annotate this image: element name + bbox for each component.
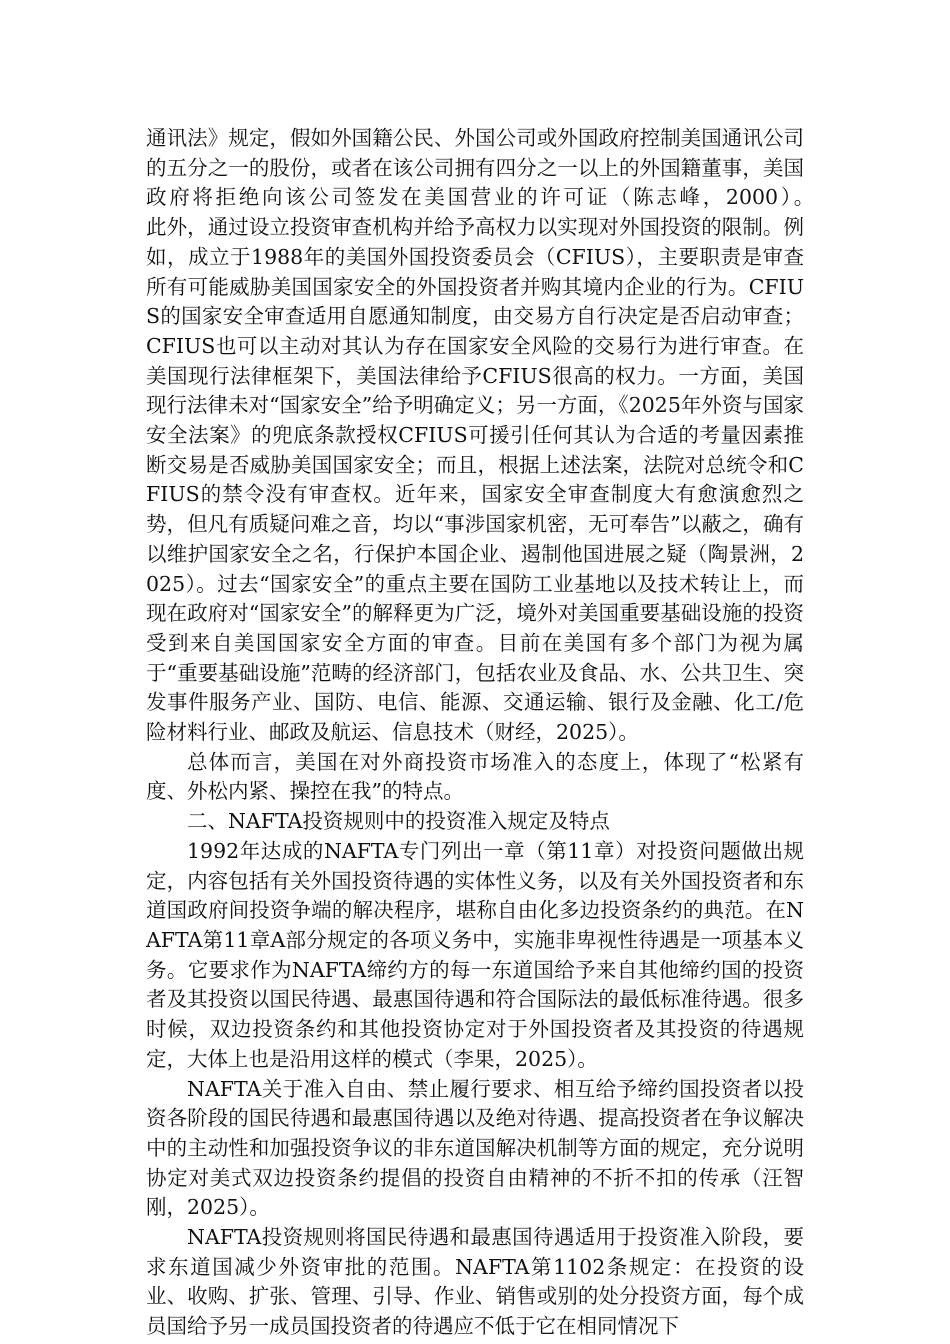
paragraph-nafta-chapter-11: 1992年达成的NAFTA专门列出一章（第11章）对投资问题做出规定，内容包括有关外国投资待遇的实体性义务，以及有关外国投资者和东道国政府间投资争端的解决程序，堪称自由化多边投资条约的典范。在NAFTA第11章A部分规定的各项义务中，实施非卑视性待遇是一项基本义务。它要求作为NAFTA缔约方的每一东道国给予来自其他缔约国的投资者及其投资以国民待遇、最惠国待遇和符合国际法的最低标准待遇。很多时候，双边投资条约和其他投资协定对于外国投资者及其投资的待遇规定，大体上也是沿用这样的模式（李果，2025）。 — [146, 838, 804, 1071]
section-heading-nafta: 二、NAFTA投资规则中的投资准入规定及特点 — [187, 809, 610, 834]
paragraph-cfius: 通讯法》规定，假如外国籍公民、外国公司或外国政府控制美国通讯公司的五分之一的股份，或者在该公司拥有四分之一以上的外国籍董事，美国政府将拒绝向该公司签发在美国营业的许可证（陈志峰，2000）。 此外，通过设立投资审查机构并给予高权力以实现对外国投资的限制。例如，成立于1988年的美国外国投资委员会（CFIUS），主要职责是审查所有可能威胁美国国家安全的外国投资者并购其境内企业的行为。CFIUS的国家安全审查适用自愿通知制度，由交易方自行决定是否启动审查；CFIUS也可以主动对其认为存在国家安全风险的交易行为进行审查。在美国现行法律框架下，美国法律给予CFIUS很高的权力。一方面，美国现行法律未对“国家安全”给予明确定义；另一方面，《2025年外资与国家安全法案》的兜底条款授权CFIUS可援引任何其认为合适的考量因素推断交易是否威胁美国国家安全；而且，根据上述法案，法院对总统令和CFIUS的禁令没有审查权。近年来，国家安全审查制度大有愈演愈烈之势，但凡有质疑问难之音，均以“事涉国家机密，无可奉告”以蔽之，确有以维护国家安全之名，行保护本国企业、遏制他国进展之疑（陶景洲，2025）。过去“国家安全”的重点主要在国防工业基地以及技术转让上，而现在政府对“国家安全”的解释更为广泛，境外对美国重要基础设施的投资受到来自美国国家安全方面的审查。目前在美国有多个部门为视为属于“重要基础设施”范畴的经济部门，包括农业及食品、水、公共卫生、突发事件服务产业、国防、电信、能源、交通运输、银行及金融、化工/危险材料行业、邮政及航运、信息技术（财经，2025）。 — [146, 126, 866, 745]
paragraph-summary: 总体而言，美国在对外商投资市场准入的态度上，体现了“松紧有度、外松内紧、操控在我”的特点。 — [146, 749, 804, 804]
paragraph-nafta-freedom: NAFTA关于准入自由、禁止履行要求、相互给予缔约国投资者以投资各阶段的国民待遇和最惠国待遇以及绝对待遇、提高投资者在争议解决中的主动性和加强投资争议的非东道国解决机制等方面的规定，充分说明协定对美式双边投资条约提倡的投资自由精神的不折不扣的传承（汪智刚，2025）。 — [146, 1076, 804, 1220]
paragraph-nafta-1102: NAFTA投资规则将国民待遇和最惠国待遇适用于投资准入阶段，要求东道国减少外资审批的范围。NAFTA第1102条规定：在投资的设业、收购、扩张、管理、引导、作业、销售或别的处分投资方面，每个成员国给予另一成员国投资者的待遇应不低于它在相同情况下 — [146, 1225, 804, 1339]
document-body — [146, 124, 866, 1342]
